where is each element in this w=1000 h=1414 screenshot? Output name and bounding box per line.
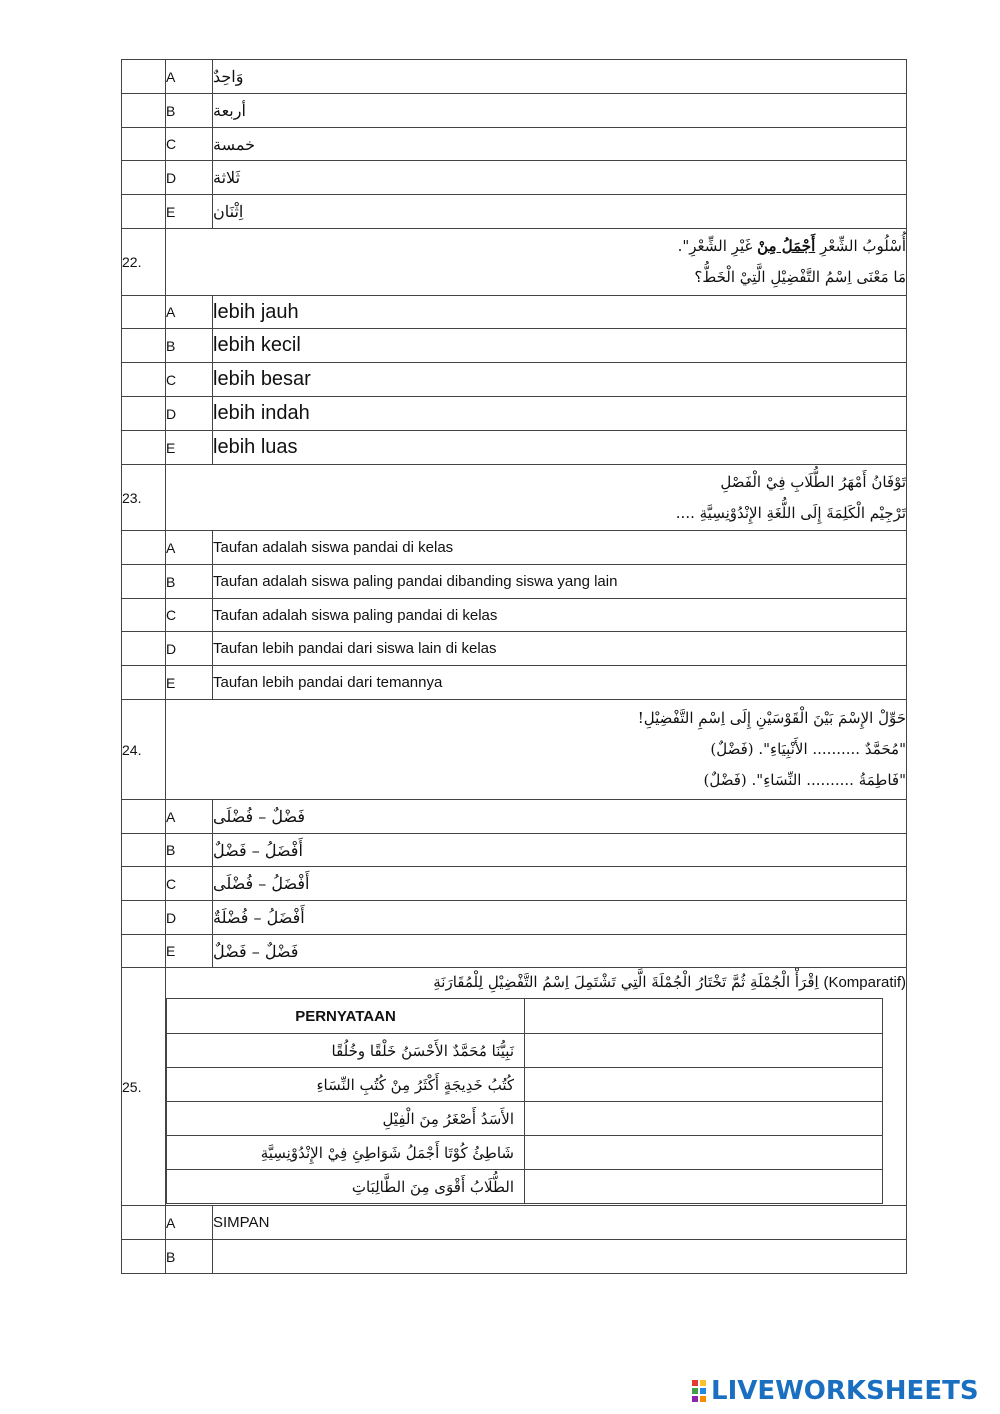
statement-text: نَبِيُّنَا مُحَمَّدٌ الأَحْسَنُ خَلْقًا وخُلُقًا [167, 1034, 525, 1068]
number-cell [122, 834, 166, 867]
option-letter: C [166, 363, 213, 397]
statement-text: الطُّلَابُ أَقْوَى مِنَ الطَّالِبَاتِ [167, 1170, 525, 1204]
option-answer-b[interactable] [213, 834, 907, 867]
question-line: "فَاطِمَةُ .......... النِّسَاءِ". (فَضْلٌ) [703, 771, 906, 789]
statement-text: شَاطِئُ كُوْتَا أَجْمَلُ شَوَاطِئِ فِيْ الإِنْدُوْنِسِيَّةِ [167, 1136, 525, 1170]
option-text: اِثْنَان [213, 202, 244, 221]
number-cell [122, 363, 166, 397]
option-text: فَضْلٌ – فَضْلٌ [213, 941, 299, 961]
heading-latin: (Komparatif) [823, 974, 906, 991]
question-number: 24. [122, 700, 166, 800]
option-answer-b[interactable]: Taufan adalah siswa paling pandai dibanding siswa yang lain [213, 565, 907, 599]
option-text: وَاحِدٌ [213, 67, 244, 86]
q25-option-row [122, 1206, 907, 1240]
q21-option-row [122, 195, 907, 229]
number-cell [122, 431, 166, 465]
option-letter: E [166, 935, 213, 968]
question-text [166, 465, 907, 531]
q23-option-row [122, 565, 907, 599]
question-text [166, 700, 907, 800]
option-letter: B [166, 834, 213, 867]
number-cell [122, 1206, 166, 1240]
drop-target-cell[interactable] [525, 1102, 883, 1136]
q25-option-row [122, 1240, 907, 1274]
option-letter: A [166, 296, 213, 329]
option-answer-a[interactable] [213, 60, 907, 94]
number-cell [122, 60, 166, 94]
question-number: 22. [122, 229, 166, 296]
answer-header-cell [525, 999, 883, 1034]
q21-option-row [122, 60, 907, 94]
q22-option-row [122, 363, 907, 397]
option-letter: D [166, 632, 213, 666]
question-22-row [122, 229, 907, 296]
worksheet-table [121, 59, 907, 1274]
question-number: 23. [122, 465, 166, 531]
question-23-row [122, 465, 907, 531]
question-line: تَرْجِيْم الْكَلِمَةَ إِلَى اللُّغَةِ الإِنْدُوْنِسِيَّةِ .... [675, 503, 906, 522]
statement-text: كُتُبُ خَدِيجَةٍ أَكْثَرُ مِنْ كُتُبِ النِّسَاءِ [167, 1068, 525, 1102]
q23-option-row [122, 531, 907, 565]
logo-mark-square [699, 1395, 707, 1403]
question-line: أُسْلُوبُ الشِّعْرِ أَجْمَلُ مِنْ غَيْرِ الشِّعْرِ". [677, 237, 906, 255]
statement-row [167, 1170, 883, 1204]
option-letter: C [166, 599, 213, 632]
question-heading [166, 969, 906, 996]
option-letter: B [166, 1240, 213, 1274]
option-text: فَضْلٌ – فُضْلَى [213, 807, 305, 826]
number-cell [122, 195, 166, 229]
option-answer-a[interactable] [213, 800, 907, 834]
q22-option-row [122, 397, 907, 431]
drop-target-cell[interactable] [525, 1034, 883, 1068]
q21-option-row [122, 161, 907, 195]
drop-target-cell[interactable] [525, 1068, 883, 1102]
question-number: 25. [122, 968, 166, 1206]
q24-option-row [122, 867, 907, 901]
question-text [166, 229, 907, 296]
option-answer-d[interactable] [213, 901, 907, 935]
option-letter: D [166, 161, 213, 195]
option-answer-c[interactable] [213, 128, 907, 161]
option-text: أَفْضَلُ – فَضْلٌ [213, 840, 303, 860]
option-letter: D [166, 901, 213, 935]
option-letter: E [166, 666, 213, 700]
option-letter: A [166, 1206, 213, 1240]
option-letter: C [166, 128, 213, 161]
drop-target-cell[interactable] [525, 1136, 883, 1170]
question-line: "مُحَمَّدٌ .......... الأَنْبِيَاءِ". (فَضْلٌ) [710, 740, 906, 758]
option-text: أَفْضَلُ – فُضْلَى [213, 874, 310, 893]
number-cell [122, 1240, 166, 1274]
option-answer-a[interactable]: lebih jauh [213, 296, 907, 329]
option-text: ثَلاثة [213, 168, 241, 187]
question-25-row [122, 968, 907, 1206]
option-answer-e[interactable] [213, 195, 907, 229]
option-letter: E [166, 195, 213, 229]
q23-option-row [122, 632, 907, 666]
option-text: أربعة [213, 101, 246, 120]
number-cell [122, 800, 166, 834]
q22-option-row [122, 296, 907, 329]
option-letter: B [166, 565, 213, 599]
option-answer-c[interactable]: Taufan adalah siswa paling pandai di kelas [213, 599, 907, 632]
number-cell [122, 531, 166, 565]
q21-option-row [122, 94, 907, 128]
option-answer-e[interactable]: Taufan lebih pandai dari temannya [213, 666, 907, 700]
option-letter: C [166, 867, 213, 901]
logo-mark-icon [691, 1379, 707, 1403]
option-letter: B [166, 94, 213, 128]
q23-option-row [122, 666, 907, 700]
q24-option-row [122, 935, 907, 968]
number-cell [122, 161, 166, 195]
logo-text: LIVEWORKSHEETS [711, 1376, 979, 1406]
question-line: تَوْفَانُ أَمْهَرُ الطُّلَابِ فِيْ الْفَصْلِ [720, 472, 906, 491]
statement-header: PERNYATAAN [167, 999, 525, 1034]
number-cell [122, 397, 166, 431]
number-cell [122, 901, 166, 935]
option-letter: A [166, 60, 213, 94]
statement-row [167, 1136, 883, 1170]
number-cell [122, 565, 166, 599]
statement-row [167, 1068, 883, 1102]
question-line: حَوِّلْ الإِسْمَ بَيْنَ الْقَوْسَيْنِ إِلَى اِسْمِ التَّفْضِيْلِ! [637, 709, 906, 727]
q22-option-row [122, 329, 907, 363]
option-answer-c[interactable] [213, 867, 907, 901]
drop-target-cell[interactable] [525, 1170, 883, 1204]
q22-option-row [122, 431, 907, 465]
question-line: مَا مَعْنَى اِسْمُ التَّفْضِيْلِ الَّتِيْ الْخَطُّ؟ [694, 268, 906, 286]
q24-option-row [122, 901, 907, 935]
q23-option-row [122, 599, 907, 632]
option-answer-a[interactable]: SIMPAN [213, 1206, 907, 1240]
logo-mark-square [691, 1395, 699, 1403]
option-answer-e[interactable] [213, 935, 907, 968]
option-answer-d[interactable]: lebih indah [213, 397, 907, 431]
option-answer-e[interactable]: lebih luas [213, 431, 907, 465]
option-answer-a[interactable]: Taufan adalah siswa pandai di kelas [213, 531, 907, 565]
logo-mark-square [699, 1379, 707, 1387]
logo-mark-square [699, 1387, 707, 1395]
option-letter: B [166, 329, 213, 363]
statement-row [167, 1034, 883, 1068]
q24-option-row [122, 834, 907, 867]
statement-table [166, 998, 883, 1204]
number-cell [122, 632, 166, 666]
underlined-phrase: أَجْمَلُ مِنْ [757, 237, 816, 255]
option-letter: A [166, 800, 213, 834]
option-answer-d[interactable] [213, 161, 907, 195]
option-letter: A [166, 531, 213, 565]
option-answer-b[interactable] [213, 94, 907, 128]
option-text: خمسة [213, 134, 255, 154]
q24-option-row [122, 800, 907, 834]
q21-option-row [122, 128, 907, 161]
number-cell [122, 935, 166, 968]
option-answer-c[interactable]: lebih besar [213, 363, 907, 397]
option-letter: D [166, 397, 213, 431]
number-cell [122, 94, 166, 128]
liveworksheets-logo [691, 1376, 979, 1406]
option-answer-d[interactable]: Taufan lebih pandai dari siswa lain di kelas [213, 632, 907, 666]
number-cell [122, 329, 166, 363]
logo-mark-square [691, 1379, 699, 1387]
option-text: أَفْضَلُ – فُضْلَةٌ [213, 908, 305, 927]
option-answer-b[interactable]: lebih kecil [213, 329, 907, 363]
number-cell [122, 867, 166, 901]
heading-arabic: اِقْرَأْ الْجُمْلَةِ ثُمَّ تَخْتَارُ الْجُمْلَةَ الَّتِي تَشْتَمِلَ اِسْمُ التَّفْضِيْلِ لِلْمُقَارَنَةِ [433, 973, 819, 991]
number-cell [122, 128, 166, 161]
number-cell [122, 666, 166, 700]
statement-text: الأَسَدُ أَصْغَرُ مِنَ الْفِيْلِ [167, 1102, 525, 1136]
number-cell [122, 296, 166, 329]
option-answer-b[interactable] [213, 1240, 907, 1274]
number-cell [122, 599, 166, 632]
logo-mark-square [691, 1387, 699, 1395]
question-24-row [122, 700, 907, 800]
statement-row [167, 1102, 883, 1136]
option-letter: E [166, 431, 213, 465]
question-text [166, 968, 907, 1206]
